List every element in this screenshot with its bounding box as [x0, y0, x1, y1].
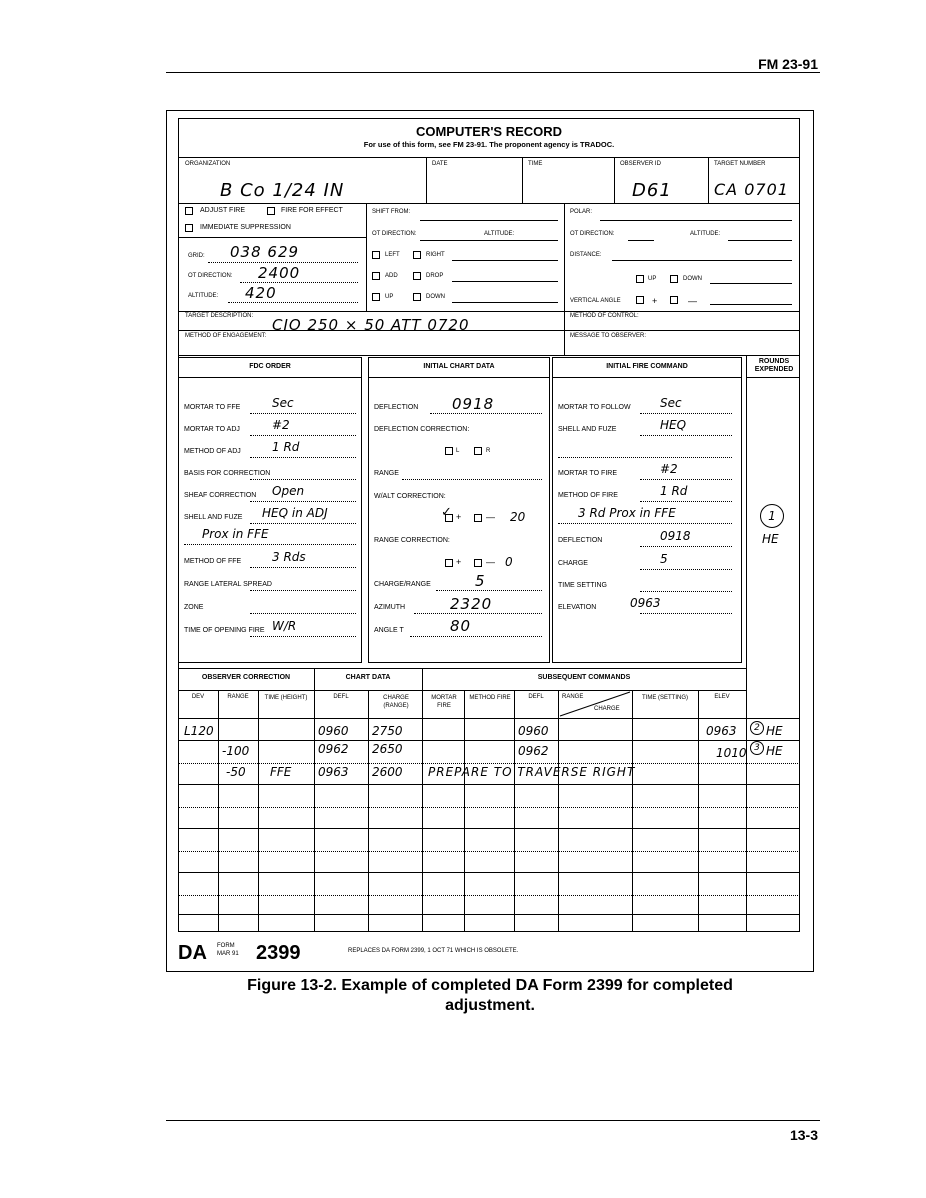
shift-from-label: SHIFT FROM: [372, 209, 411, 215]
up-checkbox[interactable] [372, 293, 380, 301]
up-label: UP [385, 294, 394, 300]
adjust-fire-label: ADJUST FIRE [200, 207, 245, 214]
drop-checkbox[interactable] [413, 272, 421, 280]
ifc-row-label: DEFLECTION [558, 537, 603, 544]
row3-time: FFE [270, 765, 292, 779]
altitude-label: ALTITUDE: [188, 293, 219, 299]
fdc-row-value: Open [272, 484, 305, 498]
col-range: RANGE [227, 694, 249, 700]
down-checkbox[interactable] [413, 293, 421, 301]
caption-line-1: Figure 13-2. Example of completed DA Form 2399 for completed [247, 977, 733, 994]
icd-range-correction-label: RANGE CORRECTION: [374, 537, 450, 544]
defl-corr-l-label: L [456, 448, 460, 454]
col-defl: DEFL [333, 694, 349, 700]
fdc-row-label: MORTAR TO ADJ [184, 426, 240, 433]
footer-form-number: 2399 [256, 942, 301, 964]
col-elev: ELEV [714, 694, 730, 700]
va-plus-label: + [652, 296, 658, 306]
icd-deflection-value: 0918 [452, 395, 495, 413]
row2-defl: 0962 [318, 742, 349, 756]
va-plus-checkbox[interactable] [636, 296, 644, 304]
row1-elev: 0963 [706, 724, 737, 738]
page-header: FM 23-91 [758, 56, 818, 72]
ifc-row-label: TIME SETTING [558, 582, 607, 589]
va-minus-checkbox[interactable] [670, 296, 678, 304]
walt-minus-label: — [486, 512, 495, 522]
row3-defl: 0963 [318, 765, 349, 779]
polar-label: POLAR: [570, 209, 593, 215]
fdc-row-label: METHOD OF FFE [184, 558, 242, 565]
row3-charge: 2600 [372, 765, 403, 779]
rc-minus-label: — [486, 557, 495, 567]
range-corr-value: 0 [505, 555, 513, 569]
grid-label: GRID: [188, 253, 205, 259]
observer-id-value: D61 [632, 180, 672, 201]
right-label: RIGHT [426, 252, 445, 258]
row1-round-type: HE [766, 724, 783, 738]
footer-replaces: REPLACES DA FORM 2399, 1 OCT 71 WHICH IS OBSOLETE. [348, 948, 519, 954]
row2-elev: 1010 [716, 746, 747, 760]
altitude-value: 420 [245, 284, 277, 302]
icd-azimuth-label: AZIMUTH [374, 604, 406, 611]
row2-range: -100 [222, 744, 250, 758]
observer-id-label: OBSERVER ID [620, 161, 661, 167]
subsequent-commands-heading: SUBSEQUENT COMMANDS [537, 674, 631, 681]
row1-charge: 2750 [372, 724, 403, 738]
ot-direction-value: 2400 [258, 264, 301, 282]
add-label: ADD [385, 273, 398, 279]
fdc-row-value: #2 [272, 418, 290, 432]
icd-angle-t-label: ANGLE T [374, 627, 404, 634]
round-1-type: HE [762, 532, 779, 546]
vertical-angle-label: VERTICAL ANGLE [570, 298, 621, 304]
left-label: LEFT [385, 252, 400, 258]
target-number-value: CA 0701 [714, 180, 789, 199]
form-subtitle: For use of this form, see FM 23-91. The proponent agency is TRADOC. [363, 140, 615, 149]
fdc-row-label: METHOD OF ADJ [184, 448, 241, 455]
fdc-row-value: HEQ in ADJ [262, 506, 328, 520]
col-time-setting: TIME (SETTING) [642, 695, 688, 701]
organization-label: ORGANIZATION [185, 161, 231, 167]
ffe-label: FIRE FOR EFFECT [281, 207, 343, 214]
icd-range-label: RANGE [374, 470, 399, 477]
ifc-row-label: METHOD OF FIRE [558, 492, 618, 499]
ot-direction-label-3: OT DIRECTION: [570, 231, 615, 237]
fdc-row-value: 3 Rds [272, 550, 306, 564]
date-label: DATE [432, 161, 448, 167]
defl-corr-r-label: R [486, 448, 491, 454]
ot-direction-label-2: OT DIRECTION: [372, 231, 417, 237]
caption-line-2: adjustment. [445, 997, 535, 1014]
icd-deflection-correction-label: DEFLECTION CORRECTION: [374, 426, 470, 433]
col-mortar-fire: MORTAR FIRE [431, 695, 457, 709]
ifc-row-label: MORTAR TO FIRE [558, 470, 617, 477]
ifc-row-label: SHELL AND FUZE [558, 426, 617, 433]
organization-value: B Co 1/24 IN [220, 180, 345, 201]
drop-label: DROP [426, 273, 444, 279]
icd-deflection-label: DEFLECTION [374, 404, 419, 411]
defl-corr-r-checkbox[interactable] [474, 447, 482, 455]
rounds-expended-heading: ROUNDS EXPENDED [754, 358, 794, 373]
add-checkbox[interactable] [372, 272, 380, 280]
polar-up-checkbox[interactable] [636, 275, 644, 283]
row2-round-number: 3 [750, 741, 764, 755]
col-range-2: RANGE [562, 694, 584, 700]
walt-minus-checkbox[interactable] [474, 514, 482, 522]
col-defl-2: DEFL [528, 694, 544, 700]
fdc-row-label: MORTAR TO FFE [184, 404, 241, 411]
icd-charge-range-value: 5 [475, 572, 486, 590]
col-charge-2: CHARGE [594, 706, 620, 712]
ifc-row-value: 1 Rd [660, 484, 688, 498]
row2-round-type: HE [766, 744, 783, 758]
range-charge-divider [558, 690, 632, 718]
method-of-control-label: METHOD OF CONTROL: [570, 313, 639, 319]
distance-label: DISTANCE: [570, 252, 602, 258]
ifc-row-label: ELEVATION [558, 604, 597, 611]
time-label: TIME [528, 161, 543, 167]
altitude-label-2: ALTITUDE: [484, 231, 515, 237]
ifc-row-value: Sec [660, 396, 682, 410]
rc-plus-label: + [456, 557, 462, 567]
fdc-order-heading: FDC ORDER [249, 363, 291, 370]
row1-round-number: 2 [750, 721, 764, 735]
round-1-number: 1 [760, 504, 784, 528]
polar-down-label: DOWN [683, 276, 702, 282]
form-title: COMPUTER'S RECORD [415, 124, 563, 139]
target-description-label: TARGET DESCRIPTION: [185, 313, 254, 319]
down-label: DOWN [426, 294, 445, 300]
fdc-row-label: TIME OF OPENING FIRE [184, 627, 265, 634]
message-to-observer-label: MESSAGE TO OBSERVER: [570, 333, 647, 339]
ot-direction-label: OT DIRECTION: [188, 273, 233, 279]
target-description-value: CIO 250 × 50 ATT 0720 [272, 316, 470, 334]
target-number-label: TARGET NUMBER [714, 161, 766, 167]
observer-correction-heading: OBSERVER CORRECTION [201, 674, 291, 681]
fdc-row-label: SHELL AND FUZE [184, 514, 243, 521]
ifc-row-value: 0963 [630, 596, 661, 610]
fdc-row-label: BASIS FOR CORRECTION [184, 470, 271, 477]
icd-angle-t-value: 80 [450, 617, 472, 635]
initial-chart-data-heading: INITIAL CHART DATA [423, 363, 495, 370]
ifc-row-value: 5 [660, 552, 668, 566]
row1-defl-2: 0960 [518, 724, 549, 738]
icd-charge-range-label: CHARGE/RANGE [374, 581, 431, 588]
row3-note: PREPARE TO TRAVERSE RIGHT [428, 765, 636, 779]
fdc-row-value: Prox in FFE [202, 527, 269, 541]
polar-up-label: UP [648, 276, 657, 282]
col-charge-range: CHARGE (RANGE) [383, 695, 409, 709]
icd-walt-label: W/ALT CORRECTION: [374, 493, 446, 500]
immediate-suppression-checkbox[interactable] [185, 224, 193, 232]
footer-form-date [217, 942, 239, 958]
ifc-row-value: #2 [660, 462, 678, 476]
ifc-row-value: HEQ [660, 418, 687, 432]
altitude-label-3: ALTITUDE: [690, 231, 721, 237]
icd-azimuth-value: 2320 [450, 595, 493, 613]
walt-check-mark: ✓ [441, 505, 452, 520]
right-checkbox[interactable] [413, 251, 421, 259]
page-number: 13-3 [789, 1127, 818, 1143]
fdc-row-label: ZONE [184, 604, 204, 611]
method-of-engagement-label: METHOD OF ENGAGEMENT: [185, 333, 267, 339]
ifc-row-value: 3 Rd Prox in FFE [578, 506, 676, 520]
row2-defl-2: 0962 [518, 744, 549, 758]
rc-minus-checkbox[interactable] [474, 559, 482, 567]
footer-da: DA [178, 942, 207, 964]
footer-rule [166, 1120, 820, 1121]
col-time-height: TIME (HEIGHT) [264, 695, 308, 701]
adjust-fire-checkbox[interactable] [185, 207, 193, 215]
row1-dev: L120 [184, 724, 214, 738]
fdc-row-value: W/R [272, 619, 297, 633]
col-dev: DEV [191, 694, 205, 700]
defl-corr-l-checkbox[interactable] [445, 447, 453, 455]
fdc-row-value: 1 Rd [272, 440, 300, 454]
footer-date: MAR 91 [217, 951, 239, 957]
walt-plus-label: + [456, 512, 462, 522]
chart-data-heading: CHART DATA [345, 674, 391, 681]
left-checkbox[interactable] [372, 251, 380, 259]
fdc-row-label: RANGE LATERAL SPREAD [184, 581, 272, 588]
ifc-row-label: CHARGE [558, 560, 588, 567]
col-method-fire: METHOD FIRE [469, 695, 511, 701]
row1-defl: 0960 [318, 724, 349, 738]
ffe-checkbox[interactable] [267, 207, 275, 215]
walt-value: 20 [510, 510, 526, 524]
ifc-row-label: MORTAR TO FOLLOW [558, 404, 631, 411]
row2-charge: 2650 [372, 742, 403, 756]
initial-fire-command-heading: INITIAL FIRE COMMAND [606, 363, 688, 370]
footer-form-label: FORM [217, 943, 235, 949]
fdc-row-label: SHEAF CORRECTION [184, 492, 257, 499]
va-minus-label: — [688, 296, 697, 306]
figure-caption [166, 976, 814, 1016]
immediate-suppression-label: IMMEDIATE SUPPRESSION [200, 224, 291, 231]
row3-range: -50 [226, 765, 246, 779]
polar-down-checkbox[interactable] [670, 275, 678, 283]
rc-plus-checkbox[interactable] [445, 559, 453, 567]
grid-value: 038 629 [230, 243, 300, 261]
ifc-row-value: 0918 [660, 529, 691, 543]
header-rule [166, 72, 820, 73]
fdc-row-value: Sec [272, 396, 294, 410]
